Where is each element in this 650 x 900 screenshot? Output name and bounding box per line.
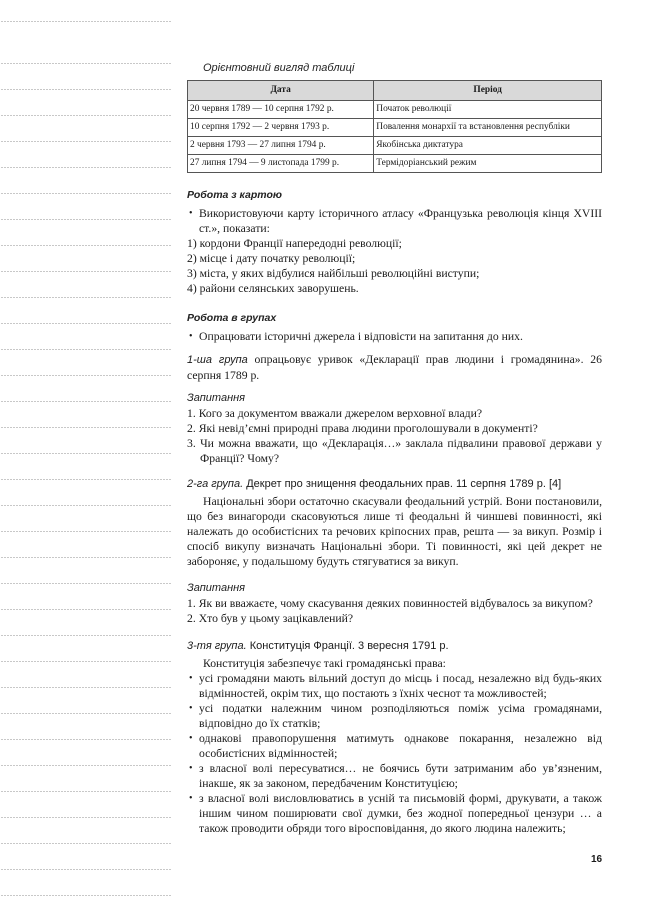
groups-task: • Опрацювати історичні джерела і відповісти на запитання до них.	[187, 329, 602, 344]
group1-block	[187, 352, 602, 466]
group2-title	[187, 476, 602, 492]
group2-paragraph: Національні збори остаточно скасували феодальний устрій. Вони постановили, що без винагороди скасовуються лише ті феодальні й чиншеві повинності, які належать до особистісних та речових кріпосних прав, решта — за викуп. Розмір і спосіб викупу визначать Національні збори. Ті повинності, які цей декрет не забороняє, у подальшому будуть стягуватися за викуп.	[187, 495, 602, 568]
group2-block	[187, 476, 602, 626]
list-item: 2) місце і дату початку революції;	[187, 252, 356, 265]
table-cell-period: Якобінська диктатура	[374, 137, 602, 155]
page-content	[187, 58, 602, 836]
group3-lead: 3-тя група.	[187, 640, 247, 652]
list-item: 4) райони селянських заворушень.	[187, 282, 359, 295]
table-header-date: Дата	[188, 81, 374, 101]
group2-lead: 2-га група.	[187, 478, 244, 490]
group1-lead: 1-ша група	[187, 354, 248, 366]
list-item: • з власної волі висловлюватись в усній та письмовій формі, друкувати, а також іншим чином поширювати свої думки, без жодної попередньої цензури … а також проводити обряди того віросповідання, до якого людина належить;	[187, 791, 602, 836]
group1-text: опрацьовує уривок «Декларації прав людини і громадянина». 26 серпня 1789 р.	[187, 353, 602, 382]
periods-table	[187, 80, 602, 173]
page-number: 16	[591, 854, 603, 865]
group3-text: Конституція Франції. 3 вересня 1791 р.	[246, 640, 449, 652]
table-row	[188, 101, 602, 119]
groups-section-heading: Робота в групах	[187, 312, 277, 324]
table-row	[188, 155, 602, 173]
table-caption: Орієнтовний вигляд таблиці	[203, 62, 355, 74]
group2-questions-heading: Запитання	[187, 582, 246, 594]
table-cell-date: 27 липня 1794 — 9 листопада 1799 р.	[188, 155, 374, 173]
group3-title	[187, 638, 602, 654]
table-cell-period: Повалення монархії та встановлення республіки	[374, 119, 602, 137]
list-item: • усі громадяни мають вільний доступ до місць і посад, незалежно від будь-яких відмінностей, окрім тих, що постають з їхніх чеснот та можливостей;	[187, 671, 602, 701]
group2-text: Декрет про знищення феодальних прав. 11 серпня 1789 р. [4]	[243, 478, 562, 490]
question-item: 2. Хто був у цьому зацікавлений?	[187, 612, 354, 625]
map-section	[187, 188, 602, 296]
list-item: • усі податки належним чином розподіляються поміж усіма громадянами, відповідно до їх статків;	[187, 701, 602, 731]
group3-block	[187, 638, 602, 836]
question-item: 3. Чи можна вважати, що «Декларація…» заклала підвалини правової держави у Франції? Чому?	[187, 437, 602, 465]
list-item: • однакові правопорушення матимуть однакове покарання, незалежно від особистісних відмінностей;	[187, 731, 602, 761]
map-section-heading: Робота з картою	[187, 189, 282, 201]
map-task: • Використовуючи карту історичного атласу «Французька революція кінця XVIII ст.», показати:	[187, 206, 602, 236]
list-item: • з власної волі пересуватися… не боячись бути затриманим або ув’язненим, інакше, як за законом, передбаченим Конституцією;	[187, 761, 602, 791]
table-cell-period: Початок революції	[374, 101, 602, 119]
group1-questions-heading: Запитання	[187, 392, 246, 404]
question-item: 1. Як ви вважаєте, чому скасування деяких повинностей відбувалось за викупом?	[187, 597, 593, 610]
group1-title	[187, 352, 602, 383]
table-row	[188, 137, 602, 155]
table-row	[188, 119, 602, 137]
table-cell-date: 2 червня 1793 — 27 липня 1794 р.	[188, 137, 374, 155]
groups-section	[187, 311, 602, 344]
table-cell-date: 20 червня 1789 — 10 серпня 1792 р.	[188, 101, 374, 119]
table-header-row	[188, 81, 602, 101]
list-item: 1) кордони Франції напередодні революції;	[187, 237, 402, 250]
table-header-period: Період	[374, 81, 602, 101]
question-item: 1. Кого за документом вважали джерелом верховної влади?	[187, 407, 483, 420]
question-item: 2. Які невід’ємні природні права людини проголошували в документі?	[187, 422, 538, 435]
table-cell-period: Термідоріанський режим	[374, 155, 602, 173]
table-cell-date: 10 серпня 1792 — 2 червня 1793 р.	[188, 119, 374, 137]
notes-margin-lines	[0, 0, 172, 900]
group3-intro: Конституція забезпечує такі громадянські права:	[203, 657, 446, 670]
list-item: 3) міста, у яких відбулися найбільші революційні виступи;	[187, 267, 480, 280]
